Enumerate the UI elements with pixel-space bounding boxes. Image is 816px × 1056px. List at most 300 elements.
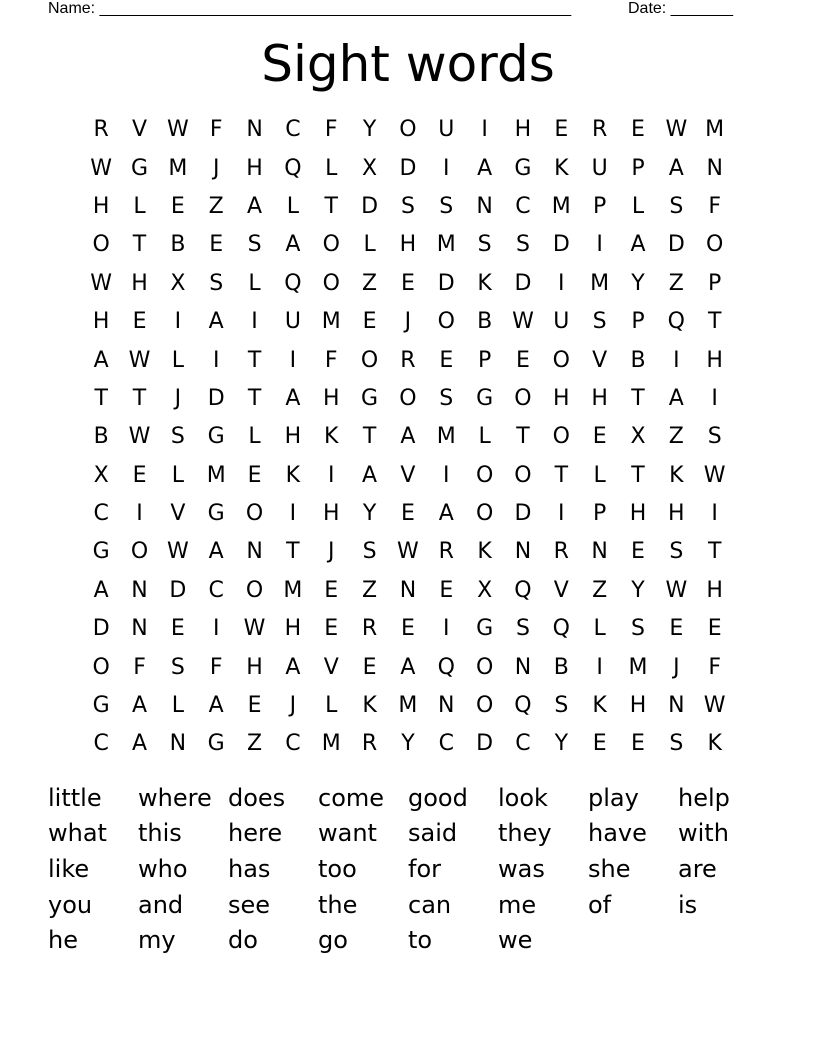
- word-list-item: and: [138, 890, 184, 919]
- grid-letter: M: [436, 232, 456, 258]
- grid-letter: X: [170, 270, 186, 296]
- word-list-item: can: [408, 890, 452, 919]
- grid-letter: U: [591, 155, 608, 181]
- grid-letter: O: [475, 693, 494, 719]
- grid-letter: O: [475, 501, 494, 527]
- grid-letter: T: [707, 539, 722, 565]
- grid-letter: T: [286, 539, 300, 565]
- grid-letter: H: [514, 117, 532, 143]
- word-list-item: he: [48, 926, 78, 955]
- grid-letter: E: [592, 424, 607, 450]
- grid-letter: M: [321, 309, 341, 335]
- grid-letter: S: [247, 232, 262, 258]
- word-list-item: do: [228, 926, 258, 955]
- grid-letter: G: [130, 155, 149, 181]
- grid-letter: U: [553, 309, 570, 335]
- grid-letter: L: [631, 193, 645, 219]
- grid-letter: O: [322, 232, 340, 258]
- word-list-item: where: [138, 783, 212, 812]
- grid-letter: G: [207, 501, 225, 527]
- grid-letter: E: [592, 731, 607, 757]
- word-list-item: here: [228, 819, 283, 848]
- grid-letter: E: [631, 117, 645, 143]
- grid-letter: M: [705, 117, 725, 143]
- grid-row: [82, 457, 734, 495]
- grid-letter: O: [514, 385, 532, 411]
- word-list-item: good: [408, 783, 468, 812]
- grid-letter: D: [476, 731, 494, 757]
- grid-letter: S: [631, 616, 645, 642]
- grid-letter: Y: [631, 270, 645, 296]
- grid-letter: R: [93, 117, 109, 143]
- grid-row: [82, 533, 734, 571]
- date-field: Date: _______: [628, 0, 733, 17]
- grid-letter: N: [131, 577, 148, 603]
- grid-letter: T: [247, 385, 262, 411]
- grid-letter: L: [325, 693, 338, 719]
- word-list-item: have: [588, 819, 647, 848]
- grid-letter: S: [592, 309, 607, 335]
- grid-letter: D: [399, 155, 417, 181]
- grid-letter: E: [554, 117, 569, 143]
- letter-grid: [82, 111, 734, 764]
- grid-letter: D: [514, 501, 532, 527]
- grid-letter: E: [516, 347, 530, 373]
- grid-letter: G: [207, 424, 225, 450]
- grid-letter: M: [168, 155, 188, 181]
- grid-letter: N: [399, 577, 417, 603]
- grid-letter: G: [92, 539, 110, 565]
- grid-letter: A: [208, 693, 224, 719]
- grid-row: [82, 226, 734, 264]
- grid-letter: H: [629, 501, 647, 527]
- grid-letter: F: [133, 654, 146, 680]
- grid-letter: D: [207, 385, 225, 411]
- word-list-item: for: [408, 854, 441, 883]
- grid-letter: H: [92, 193, 110, 219]
- grid-letter: E: [707, 616, 722, 642]
- grid-letter: E: [631, 731, 645, 757]
- grid-letter: L: [593, 462, 606, 488]
- grid-letter: A: [208, 309, 224, 335]
- grid-letter: L: [286, 193, 300, 219]
- grid-letter: X: [630, 424, 646, 450]
- grid-letter: H: [629, 693, 647, 719]
- grid-letter: G: [514, 155, 532, 181]
- grid-letter: A: [93, 577, 109, 603]
- grid-letter: A: [131, 731, 148, 757]
- word-list-item: this: [138, 819, 182, 848]
- word-list-item: of: [588, 890, 612, 919]
- grid-letter: C: [208, 577, 224, 603]
- grid-letter: A: [285, 232, 301, 258]
- grid-letter: Q: [514, 577, 532, 603]
- grid-letter: N: [246, 539, 263, 565]
- grid-letter: T: [94, 385, 108, 411]
- grid-letter: O: [552, 424, 570, 450]
- grid-letter: W: [243, 616, 266, 642]
- grid-letter: K: [285, 462, 301, 488]
- grid-letter: M: [551, 193, 571, 219]
- grid-letter: O: [475, 462, 494, 488]
- page-title: Sight words: [261, 35, 555, 93]
- grid-letter: X: [362, 155, 378, 181]
- grid-letter: M: [436, 424, 456, 450]
- grid-letter: D: [514, 270, 532, 296]
- word-list-row: [48, 780, 768, 816]
- word-list-item: is: [678, 890, 698, 919]
- grid-letter: I: [711, 385, 718, 411]
- grid-letter: H: [591, 385, 608, 411]
- grid-letter: W: [665, 117, 688, 143]
- word-list-item: want: [318, 819, 377, 848]
- grid-letter: W: [512, 309, 534, 335]
- grid-letter: F: [324, 117, 338, 143]
- grid-letter: C: [515, 731, 531, 757]
- grid-letter: T: [707, 309, 722, 335]
- grid-letter: E: [669, 616, 684, 642]
- grid-letter: E: [324, 616, 339, 642]
- grid-letter: F: [209, 117, 223, 143]
- grid-letter: M: [398, 693, 418, 719]
- word-list-item: play: [588, 783, 639, 812]
- grid-letter: N: [706, 155, 723, 181]
- grid-letter: Y: [554, 731, 569, 757]
- grid-letter: Q: [514, 693, 532, 719]
- grid-letter: H: [92, 309, 110, 335]
- grid-letter: C: [285, 117, 301, 143]
- grid-letter: R: [591, 117, 608, 143]
- grid-letter: C: [285, 731, 301, 757]
- worksheet-header: [48, 0, 748, 20]
- grid-letter: A: [285, 385, 301, 411]
- grid-letter: M: [206, 462, 226, 488]
- grid-letter: Y: [401, 731, 415, 757]
- grid-letter: I: [327, 462, 335, 488]
- grid-letter: W: [128, 424, 151, 450]
- word-list-item: little: [48, 783, 102, 812]
- grid-row: [82, 149, 734, 187]
- grid-letter: E: [439, 347, 454, 373]
- grid-letter: E: [170, 193, 185, 219]
- grid-letter: E: [631, 539, 645, 565]
- grid-letter: L: [325, 155, 338, 181]
- word-list-row: [48, 887, 768, 923]
- grid-letter: O: [399, 385, 417, 411]
- grid-letter: S: [209, 270, 224, 296]
- grid-letter: K: [592, 693, 607, 719]
- grid-letter: V: [400, 462, 416, 488]
- grid-letter: G: [207, 731, 225, 757]
- grid-letter: I: [212, 616, 220, 642]
- grid-letter: Q: [284, 270, 302, 296]
- grid-row: [82, 111, 734, 149]
- grid-letter: T: [132, 385, 147, 411]
- word-list-item: who: [138, 854, 188, 883]
- grid-letter: H: [284, 616, 302, 642]
- grid-letter: P: [631, 155, 645, 181]
- grid-letter: B: [630, 347, 646, 373]
- grid-letter: B: [477, 309, 493, 335]
- grid-letter: T: [362, 424, 377, 450]
- grid-letter: J: [174, 385, 182, 411]
- grid-letter: S: [669, 539, 684, 565]
- grid-letter: Q: [667, 309, 685, 335]
- grid-letter: L: [133, 193, 146, 219]
- grid-letter: H: [322, 501, 340, 527]
- grid-letter: N: [246, 117, 263, 143]
- grid-letter: L: [593, 616, 606, 642]
- grid-letter: O: [475, 654, 494, 680]
- grid-letter: D: [169, 577, 187, 603]
- grid-row: [82, 725, 734, 763]
- grid-letter: W: [397, 539, 419, 565]
- grid-letter: V: [592, 347, 608, 373]
- grid-letter: G: [476, 385, 494, 411]
- grid-letter: O: [360, 347, 379, 373]
- grid-letter: A: [477, 155, 493, 181]
- grid-letter: T: [554, 462, 569, 488]
- word-list-item: to: [408, 926, 433, 955]
- grid-letter: M: [628, 654, 648, 680]
- grid-letter: E: [209, 232, 224, 258]
- grid-letter: E: [247, 462, 262, 488]
- grid-letter: I: [136, 501, 143, 527]
- grid-letter: S: [362, 539, 377, 565]
- grid-letter: O: [437, 309, 455, 335]
- grid-letter: A: [438, 501, 454, 527]
- grid-letter: T: [631, 462, 645, 488]
- grid-letter: V: [170, 501, 186, 527]
- word-list-item: like: [48, 854, 90, 883]
- grid-letter: D: [667, 232, 685, 258]
- grid-letter: O: [514, 462, 532, 488]
- grid-letter: F: [209, 654, 223, 680]
- word-list-item: what: [48, 819, 107, 848]
- grid-letter: D: [361, 193, 379, 219]
- grid-letter: L: [248, 424, 261, 450]
- grid-row: [82, 418, 734, 456]
- grid-letter: E: [362, 309, 377, 335]
- grid-letter: O: [92, 654, 110, 680]
- grid-row: [82, 495, 734, 533]
- grid-row: [82, 687, 734, 725]
- grid-row: [82, 341, 734, 379]
- grid-letter: T: [132, 232, 147, 258]
- grid-letter: A: [400, 424, 416, 450]
- grid-letter: S: [515, 616, 530, 642]
- grid-letter: E: [247, 693, 262, 719]
- grid-letter: T: [247, 347, 262, 373]
- grid-letter: H: [246, 654, 263, 680]
- grid-letter: W: [128, 347, 151, 373]
- word-list-item: does: [228, 783, 286, 812]
- grid-letter: A: [247, 193, 263, 219]
- grid-letter: J: [404, 309, 412, 335]
- grid-letter: V: [323, 654, 339, 680]
- word-list-item: too: [318, 854, 357, 883]
- grid-letter: L: [363, 232, 376, 258]
- grid-letter: H: [706, 577, 723, 603]
- grid-letter: J: [327, 539, 335, 565]
- grid-letter: W: [703, 693, 726, 719]
- grid-letter: S: [707, 424, 722, 450]
- name-field: Name: _____________________________________________________: [48, 0, 572, 17]
- word-list-item: look: [498, 783, 548, 812]
- grid-letter: M: [283, 577, 303, 603]
- grid-letter: M: [321, 731, 341, 757]
- grid-letter: Y: [362, 117, 377, 143]
- grid-letter: P: [477, 347, 492, 373]
- grid-letter: D: [552, 232, 570, 258]
- grid-letter: N: [169, 731, 187, 757]
- grid-letter: U: [284, 309, 301, 335]
- grid-letter: Q: [552, 616, 570, 642]
- grid-letter: M: [590, 270, 610, 296]
- word-list-item: go: [318, 926, 348, 955]
- grid-letter: F: [708, 193, 721, 219]
- grid-letter: U: [438, 117, 455, 143]
- grid-letter: J: [212, 155, 220, 181]
- grid-row: [82, 188, 734, 226]
- word-list-item: are: [678, 854, 717, 883]
- grid-letter: R: [400, 347, 416, 373]
- grid-letter: N: [438, 693, 455, 719]
- grid-letter: T: [631, 385, 645, 411]
- grid-letter: G: [92, 693, 110, 719]
- grid-letter: C: [515, 193, 531, 219]
- grid-letter: A: [668, 385, 684, 411]
- grid-letter: Z: [668, 270, 684, 296]
- grid-row: [82, 572, 734, 610]
- grid-letter: E: [170, 616, 185, 642]
- grid-letter: A: [668, 155, 684, 181]
- grid-letter: Z: [668, 424, 684, 450]
- grid-letter: B: [170, 232, 186, 258]
- grid-letter: W: [166, 117, 189, 143]
- grid-letter: L: [478, 424, 491, 450]
- grid-letter: N: [131, 616, 148, 642]
- grid-letter: P: [708, 270, 722, 296]
- grid-letter: T: [516, 424, 530, 450]
- grid-letter: H: [284, 424, 302, 450]
- grid-letter: S: [400, 193, 415, 219]
- grid-letter: I: [443, 616, 450, 642]
- word-list-item: the: [318, 890, 358, 919]
- grid-letter: H: [322, 385, 340, 411]
- grid-letter: G: [361, 385, 379, 411]
- word-list-item: help: [678, 783, 730, 812]
- grid-letter: O: [245, 577, 264, 603]
- grid-letter: P: [593, 501, 607, 527]
- grid-letter: E: [400, 616, 415, 642]
- grid-letter: L: [248, 270, 261, 296]
- grid-letter: S: [669, 731, 684, 757]
- grid-letter: F: [708, 654, 721, 680]
- grid-letter: F: [324, 347, 338, 373]
- grid-letter: S: [669, 193, 684, 219]
- grid-letter: N: [514, 654, 532, 680]
- grid-letter: S: [439, 193, 454, 219]
- word-list-item: she: [588, 854, 631, 883]
- grid-letter: I: [289, 347, 297, 373]
- grid-letter: V: [131, 117, 148, 143]
- grid-letter: W: [90, 155, 113, 181]
- grid-letter: O: [399, 117, 417, 143]
- grid-letter: W: [703, 462, 726, 488]
- grid-letter: E: [439, 577, 454, 603]
- grid-letter: A: [362, 462, 378, 488]
- grid-row: [82, 265, 734, 303]
- grid-letter: R: [553, 539, 569, 565]
- grid-letter: I: [558, 270, 565, 296]
- word-list-item: come: [318, 783, 385, 812]
- word-list: [48, 780, 768, 958]
- grid-letter: Z: [247, 731, 263, 757]
- grid-letter: K: [669, 462, 684, 488]
- grid-letter: E: [132, 462, 147, 488]
- grid-letter: I: [251, 309, 258, 335]
- grid-letter: B: [553, 654, 569, 680]
- grid-letter: Q: [284, 155, 302, 181]
- grid-letter: Z: [592, 577, 608, 603]
- grid-letter: O: [92, 232, 110, 258]
- grid-letter: I: [443, 155, 450, 181]
- grid-letter: E: [400, 501, 415, 527]
- grid-letter: A: [208, 539, 224, 565]
- grid-letter: C: [93, 501, 109, 527]
- grid-letter: A: [630, 232, 646, 258]
- grid-letter: E: [400, 270, 415, 296]
- grid-letter: J: [289, 693, 297, 719]
- grid-letter: O: [552, 347, 570, 373]
- grid-letter: I: [596, 232, 603, 258]
- grid-letter: I: [443, 462, 450, 488]
- grid-letter: L: [171, 693, 184, 719]
- grid-letter: S: [515, 232, 530, 258]
- grid-letter: H: [706, 347, 723, 373]
- grid-letter: R: [361, 616, 378, 642]
- word-list-item: was: [498, 854, 545, 883]
- grid-letter: E: [362, 654, 377, 680]
- grid-letter: X: [93, 462, 109, 488]
- grid-letter: K: [477, 270, 492, 296]
- grid-letter: I: [212, 347, 220, 373]
- word-list-row: [48, 816, 768, 852]
- grid-letter: J: [673, 654, 680, 680]
- grid-letter: I: [558, 501, 565, 527]
- grid-letter: N: [668, 693, 685, 719]
- word-list-item: we: [498, 926, 533, 955]
- word-list-row: [48, 851, 768, 887]
- grid-letter: X: [477, 577, 493, 603]
- grid-letter: K: [477, 539, 492, 565]
- grid-letter: A: [131, 693, 148, 719]
- grid-letter: O: [130, 539, 149, 565]
- grid-letter: H: [399, 232, 417, 258]
- grid-letter: D: [92, 616, 110, 642]
- word-list-item: see: [228, 890, 271, 919]
- grid-letter: N: [591, 539, 608, 565]
- grid-letter: I: [596, 654, 603, 680]
- grid-letter: P: [631, 309, 645, 335]
- grid-letter: O: [322, 270, 340, 296]
- grid-letter: A: [285, 654, 301, 680]
- grid-letter: E: [132, 309, 147, 335]
- grid-letter: I: [481, 117, 488, 143]
- grid-letter: W: [665, 577, 688, 603]
- grid-letter: S: [439, 385, 454, 411]
